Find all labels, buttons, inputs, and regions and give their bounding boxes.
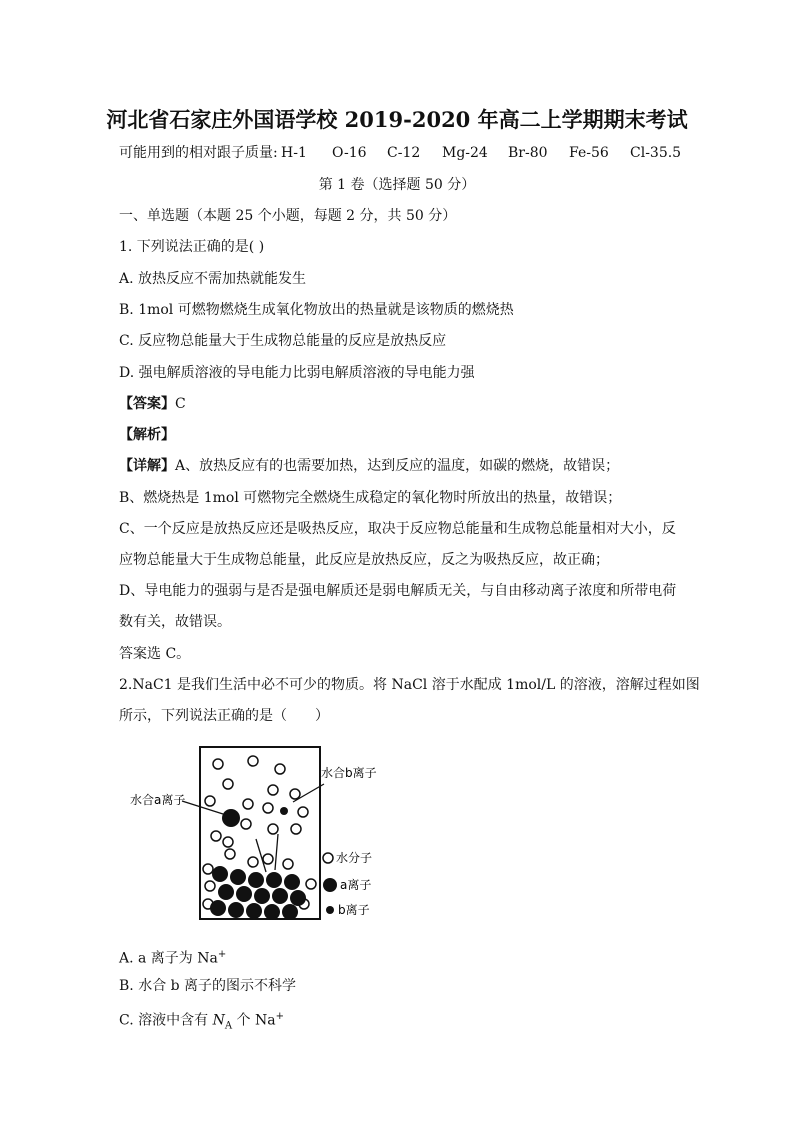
detail-line: A、放热反应有的也需要加热，达到反应的温度，如碳的燃烧，故错误； [175,458,620,474]
q1-option-c: C. 反应物总能量大于生成物总能量的反应是放热反应 [119,333,447,349]
mass-item: H-1 [281,145,307,161]
mass-item: O-16 [332,145,367,161]
detail-line: 数有关，故错误。 [119,614,231,630]
detail-line: D、导电能力的强弱与是否是强电解质还是弱电解质无关，与自由移动离子浓度和所带电荷 [119,583,677,599]
nacl-dissolution-figure [128,744,388,924]
atomic-masses [119,144,682,162]
section-heading: 一、单选题（本题 25 个小题，每题 2 分，共 50 分） [119,208,457,224]
q2-option-c-text: C. 溶液中含有 [119,1012,213,1029]
q2-stem-line: 所示，下列说法正确的是（ ） [119,708,329,724]
page-title: 河北省石家庄外国语学校 2019-2020 年高二上学期期末考试 [106,107,688,132]
superscript: + [275,1011,284,1022]
q2-option-a [119,946,226,968]
label-a-ion: a离子 [340,878,372,892]
label-hydrated-b: 水合b离子 [321,766,377,780]
analysis-label: 【解析】 [119,427,175,443]
hydrated-a-ion [222,809,240,827]
q2-option-a-text: A. a 离子为 Na [119,950,218,967]
avogadro-symbol: N [212,1012,225,1029]
q1-option-d: D. 强电解质溶液的导电能力比弱电解质溶液的导电能力强 [119,365,475,381]
subscript: A [224,1020,233,1032]
q2-option-b: B. 水合 b 离子的图示不科学 [119,978,297,994]
mass-item: Br-80 [508,145,548,161]
legend-a-icon [323,878,337,892]
detail-line: C、一个反应是放热反应还是吸热反应，取决于反应物总能量和生成物总能量相对大小，反 [119,521,676,537]
q1-stem: 1. 下列说法正确的是( ) [119,239,265,255]
hydrated-b-ion [280,807,288,815]
superscript: + [217,949,227,960]
label-water: 水分子 [336,851,373,865]
dissolution-diagram [128,744,388,924]
nacl-crystal [210,866,306,920]
legend-b-icon [326,906,334,914]
answer-value: C [175,396,186,412]
detail-line: 答案选 C。 [119,646,191,662]
legend-water-icon [323,853,333,863]
q1-answer [119,395,186,413]
volume-heading: 第 1 卷（选择题 50 分） [318,177,476,193]
detail-label: 【详解】 [119,458,175,474]
label-b-ion: b离子 [338,903,370,917]
mass-item: Cl-35.5 [630,145,682,161]
q1-option-b: B. 1mol 可燃物燃烧生成氧化物放出的热量就是该物质的燃烧热 [119,302,514,318]
mass-item: Mg-24 [442,145,488,161]
answer-label: 【答案】 [119,396,175,412]
q2-option-c [119,1008,284,1035]
q1-detail-a [119,457,619,475]
detail-line: B、燃烧热是 1mol 可燃物完全燃烧生成稳定的氧化物时所放出的热量，故错误； [119,490,622,506]
q1-option-a: A. 放热反应不需加热就能发生 [119,271,307,287]
q2-option-c-text-2: 个 Na [232,1012,276,1029]
atomic-masses-label: 可能用到的相对跟子质量: [119,145,278,161]
q2-stem-line: 2.NaC1 是我们生活中必不可少的物质。将 NaCl 溶于水配成 1mol/L 的溶液，溶解过程如图 [119,677,700,693]
mass-item: Fe-56 [569,145,609,161]
detail-line: 应物总能量大于生成物总能量，此反应是放热反应，反之为吸热反应，故正确； [119,552,609,568]
label-hydrated-a: 水合a离子 [130,793,186,807]
mass-item: C-12 [387,145,421,161]
